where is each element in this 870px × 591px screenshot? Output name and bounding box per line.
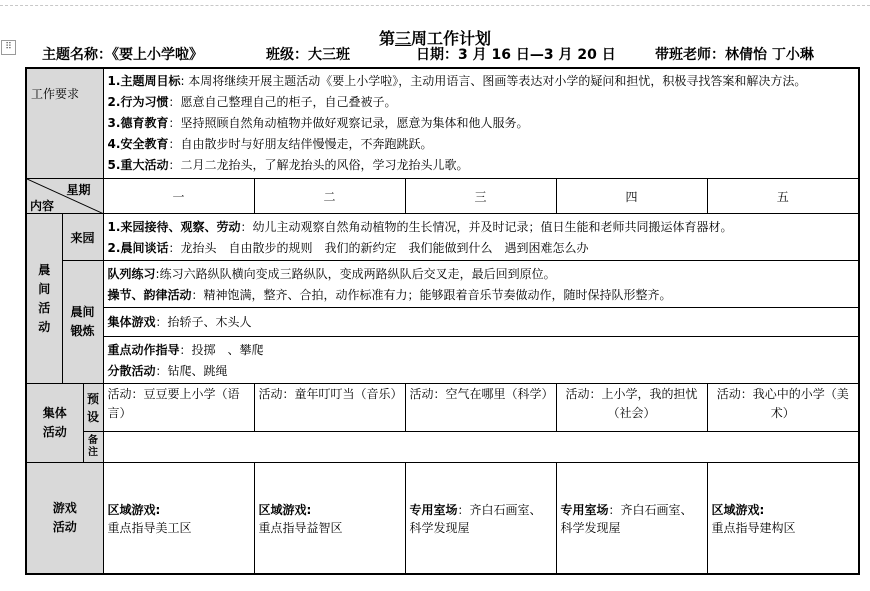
arrival-content xyxy=(103,214,859,261)
group-game-content: 集体游戏：抬轿子、木头人 xyxy=(103,308,859,337)
exercise-row xyxy=(26,261,859,308)
game-activity-row xyxy=(26,463,859,574)
class-name: 班级：大三班 xyxy=(266,47,350,63)
day-tuesday: 二 xyxy=(254,179,405,214)
game-label-text: 游戏活动 xyxy=(52,500,77,534)
collective-activity-friday: 活动：我心中的小学（美术） xyxy=(707,384,859,432)
requirements-label: 工作要求 xyxy=(26,68,103,179)
group-game-row xyxy=(26,308,859,337)
arrival-line: 1.来园接待、观察、劳动：幼儿主动观察自然角动植物的生长情况，并及时记录；值日生能和老师共同搬运体育器材。 xyxy=(107,220,733,234)
requirement-item: 2.行为习惯：愿意自己整理自己的柜子，自己叠被子。 xyxy=(107,95,397,109)
arrival-row xyxy=(26,214,859,261)
key-action-line: 重点动作指导：投掷 、攀爬 xyxy=(107,343,264,357)
day-friday: 五 xyxy=(707,179,859,214)
notes-label-text: 备注 xyxy=(88,435,99,458)
content-label: 内容 xyxy=(30,199,55,213)
weekly-plan-table xyxy=(25,67,860,575)
requirement-item: 1.主题周目标: 本周将继续开展主题活动《要上小学啦》，主动用语言、图画等表达对小学的疑问和担忧，积极寻找答案和解决方法。 xyxy=(107,74,807,88)
weekday-header-row xyxy=(26,179,859,214)
collective-notes-row xyxy=(26,432,859,463)
game-cell-tuesday: 区域游戏: 重点指导益智区 xyxy=(254,463,405,574)
action-guidance-content xyxy=(103,337,859,384)
exercise-line: 队列练习:练习六路纵队横向变成三路纵队，变成两路纵队后交叉走，最后回到原位。 xyxy=(107,267,556,281)
collective-activity-tuesday: 活动：童年叮叮当（音乐） xyxy=(254,384,405,432)
requirement-item: 3.德育教育：坚持照顾自然角动植物并做好观察记录，愿意为集体和他人服务。 xyxy=(107,116,529,130)
date-range: 日期：3 月 16 日—3 月 20 日 xyxy=(416,47,616,63)
day-thursday: 四 xyxy=(556,179,707,214)
weekday-content-corner xyxy=(26,179,103,214)
game-cell-thursday: 专用室场：齐白石画室、科学发现屋 xyxy=(556,463,707,574)
page-top-boundary xyxy=(0,5,870,6)
collective-preset-row xyxy=(26,384,859,432)
page-title: 第三周工作计划 xyxy=(378,29,492,48)
action-guidance-row xyxy=(26,337,859,384)
game-cell-friday: 区域游戏: 重点指导建构区 xyxy=(707,463,859,574)
notes-content xyxy=(103,432,859,463)
collective-activity-monday: 活动：豆豆要上小学（语言） xyxy=(103,384,254,432)
notes-label xyxy=(83,432,103,463)
game-cell-wednesday: 专用室场：齐白石画室、科学发现屋 xyxy=(405,463,556,574)
requirements-content xyxy=(103,68,859,179)
arrival-line: 2.晨间谈话：龙抬头 自由散步的规则 我们的新约定 我们能做到什么 遇到困难怎么办 xyxy=(107,241,589,255)
exercise-content xyxy=(103,261,859,308)
morning-activity-text: 晨间活动 xyxy=(38,262,51,334)
table-move-handle-icon[interactable]: ⠿ xyxy=(1,40,16,55)
requirement-item: 4.安全教育：自由散步时与好朋友结伴慢慢走，不奔跑跳跃。 xyxy=(107,137,433,151)
preset-label xyxy=(83,384,103,432)
exercise-label xyxy=(62,261,103,384)
collective-label-text: 集体活动 xyxy=(42,406,67,439)
preset-label-text: 预设 xyxy=(87,391,100,424)
collective-activity-label xyxy=(26,384,83,463)
morning-activity-label xyxy=(26,214,62,384)
requirements-row xyxy=(26,68,859,179)
day-monday: 一 xyxy=(103,179,254,214)
day-wednesday: 三 xyxy=(405,179,556,214)
theme-name: 主题名称：《要上小学啦》 xyxy=(42,47,203,63)
exercise-label-text: 晨间锻炼 xyxy=(70,305,95,338)
scatter-activity-line: 分散活动：钻爬、跳绳 xyxy=(107,364,228,378)
exercise-line: 操节、韵律活动：精神饱满，整齐、合拍，动作标准有力；能够跟着音乐节奏做动作，随时保持队形整齐。 xyxy=(107,288,672,302)
arrival-label: 来园 xyxy=(62,214,103,261)
weekday-label: 星期 xyxy=(66,183,91,197)
collective-activity-wednesday: 活动：空气在哪里（科学） xyxy=(405,384,556,432)
game-cell-monday: 区域游戏: 重点指导美工区 xyxy=(103,463,254,574)
game-activity-label xyxy=(26,463,103,574)
collective-activity-thursday: 活动：上小学，我的担忧（社会） xyxy=(556,384,707,432)
requirement-item: 5.重大活动：二月二龙抬头，了解龙抬头的风俗，学习龙抬头儿歌。 xyxy=(107,158,469,172)
teacher-names: 带班老师：林倩怡 丁小琳 xyxy=(655,47,814,63)
